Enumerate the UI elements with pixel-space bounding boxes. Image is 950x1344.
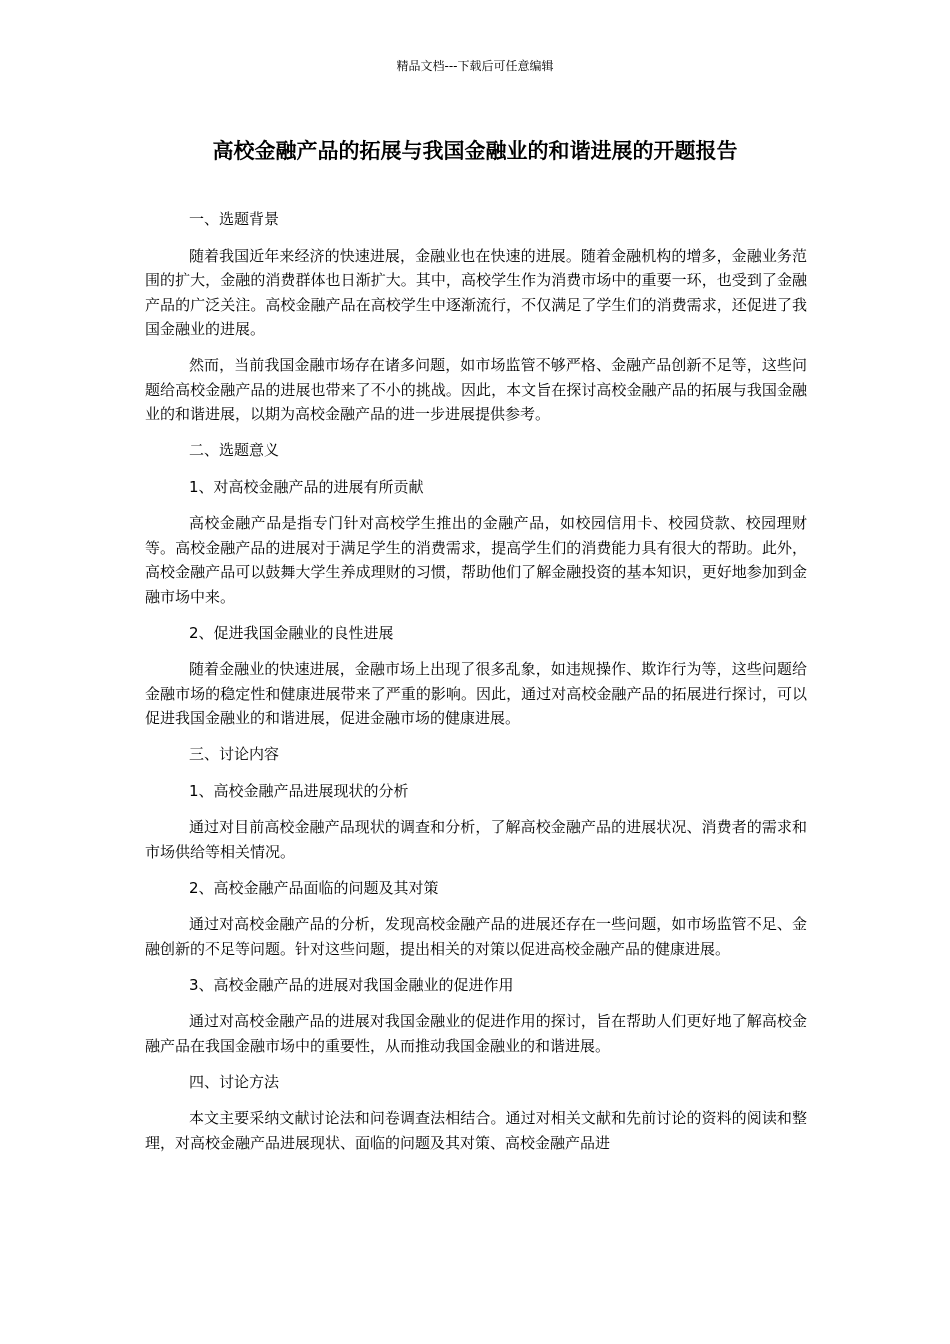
paragraph: 随着我国近年来经济的快速进展，金融业也在快速的进展。随着金融机构的增多，金融业务范围的扩大，金融的消费群体也日渐扩大。其中，高校学生作为消费市场中的重要一环，也受到了金融产品的广泛关注。高校金融产品在高校学生中逐渐流行，不仅满足了学生们的消费需求，还促进了我国金融业的进展。: [145, 246, 807, 338]
page-header-note: 精品文档---下载后可任意编辑: [396, 59, 554, 73]
subsection-heading: 3、高校金融产品的进展对我国金融业的促进作用: [188, 975, 514, 994]
document-body: [145, 207, 807, 1167]
paragraph: 高校金融产品是指专门针对高校学生推出的金融产品，如校园信用卡、校园贷款、校园理财等。高校金融产品的进展对于满足学生的消费需求，提高学生们的消费能力具有很大的帮助。此外，高校金融产品可以鼓舞大学生养成理财的习惯，帮助他们了解金融投资的基本知识，更好地参加到金融市场中来。: [145, 514, 807, 606]
section-heading-methods: 四、讨论方法: [188, 1072, 279, 1091]
paragraph: 本文主要采纳文献讨论法和问卷调查法相结合。通过对相关文献和先前讨论的资料的阅读和整理，对高校金融产品进展现状、面临的问题及其对策、高校金融产品进: [145, 1109, 807, 1152]
paragraph: 通过对高校金融产品的进展对我国金融业的促进作用的探讨，旨在帮助人们更好地了解高校金融产品在我国金融市场中的重要性，从而推动我国金融业的和谐进展。: [145, 1012, 807, 1055]
paragraph: 随着金融业的快速进展，金融市场上出现了很多乱象，如违规操作、欺诈行为等，这些问题给金融市场的稳定性和健康进展带来了严重的影响。因此，通过对高校金融产品的拓展进行探讨，可以促进我国金融业的和谐进展，促进金融市场的健康进展。: [145, 660, 807, 727]
subsection-heading: 1、对高校金融产品的进展有所贡献: [188, 477, 424, 496]
section-heading-significance: 二、选题意义: [188, 441, 279, 459]
subsection-heading: 2、促进我国金融业的良性进展: [188, 623, 394, 642]
section-heading-content: 三、讨论内容: [188, 745, 279, 763]
document-title: 高校金融产品的拓展与我国金融业的和谐进展的开题报告: [212, 139, 738, 163]
paragraph: 通过对高校金融产品的分析，发现高校金融产品的进展还存在一些问题，如市场监管不足、金融创新的不足等问题。针对这些问题，提出相关的对策以促进高校金融产品的健康进展。: [145, 915, 807, 958]
paragraph: 通过对目前高校金融产品现状的调查和分析，了解高校金融产品的进展状况、消费者的需求和市场供给等相关情况。: [145, 818, 807, 861]
section-heading-background: 一、选题背景: [188, 210, 279, 228]
subsection-heading: 2、高校金融产品面临的问题及其对策: [188, 878, 439, 897]
paragraph: 然而，当前我国金融市场存在诸多问题，如市场监管不够严格、金融产品创新不足等，这些问题给高校金融产品的进展也带来了不小的挑战。因此，本文旨在探讨高校金融产品的拓展与我国金融业的和谐进展，以期为高校金融产品的进一步进展提供参考。: [145, 356, 807, 423]
subsection-heading: 1、高校金融产品进展现状的分析: [188, 781, 409, 800]
